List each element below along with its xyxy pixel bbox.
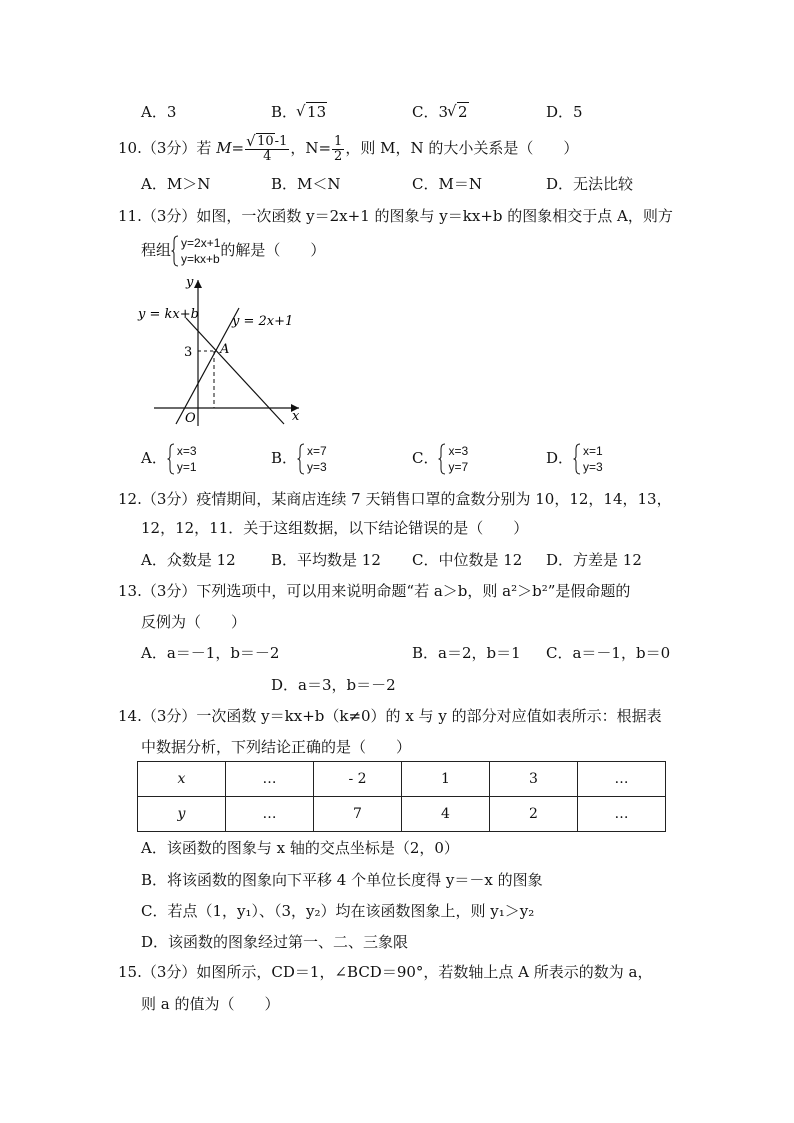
q9-c-radicand: 2 (458, 103, 468, 121)
table-row (138, 797, 666, 832)
q10-n-fraction (332, 135, 344, 164)
q10-option-d: D．无法比较 (546, 175, 634, 193)
q10-prefix: 10.（3分）若 (118, 139, 212, 157)
table-cell: 3 (490, 762, 578, 797)
brace-icon (297, 443, 305, 475)
q10-suffix: ，则 M，N 的大小关系是（ ） (345, 139, 579, 157)
q10-n-label: ，N= (290, 139, 332, 157)
q10-m-den: 4 (263, 148, 272, 164)
q14-line2: 中数据分析，下列结论正确的是（ ） (141, 738, 412, 756)
table-cell: y (138, 797, 226, 832)
brace-icon (167, 443, 175, 475)
y-axis-arrow-icon (194, 280, 202, 288)
q11-option-b-system (297, 443, 327, 475)
q10-m-num-tail: -1 (274, 133, 288, 149)
q12-line1: 12.（3分）疫情期间，某商店连续 7 天销售口罩的盒数分别为 10，12，14，13， (118, 490, 672, 508)
q12-line2: 12，12，11．关于这组数据，以下结论错误的是（ ） (141, 519, 529, 537)
q11-line2-prefix: 程组 (141, 241, 172, 259)
q11-equation-system (171, 235, 220, 267)
label-point-a: A (220, 342, 230, 357)
q11-c-eq2: y=7 (448, 460, 469, 474)
q11-b-eq2: y=3 (307, 460, 327, 474)
label-origin: O (185, 411, 196, 426)
q13-option-b: B．a＝2，b＝1 (412, 644, 521, 662)
q11-a-eq2: y=1 (176, 460, 197, 474)
table-cell: 2 (490, 797, 578, 832)
q11-line2-suffix: 的解是（ ） (220, 241, 326, 259)
table-cell: … (578, 762, 666, 797)
q11-option-d-system (573, 443, 603, 475)
q11-option-a (141, 440, 197, 476)
q11-option-d-letter: D． (546, 449, 574, 467)
q11-b-eq1: x=7 (307, 444, 327, 458)
q12-option-c: C．中位数是 12 (412, 551, 523, 569)
label-kx: y = kx+b (138, 307, 199, 322)
q11-option-c (412, 440, 468, 476)
q11-sys-eq1: y=2x+1 (181, 236, 221, 250)
q13-line2: 反例为（ ） (141, 613, 247, 631)
table-cell: 1 (402, 762, 490, 797)
q11-option-a-system (167, 443, 197, 475)
brace-icon (438, 443, 446, 475)
q13-line1: 13.（3分）下列选项中，可以用来说明命题“若 a＞b，则 a²＞b²”是假命题的 (118, 582, 631, 600)
q11-d-eq1: x=1 (583, 444, 603, 458)
q11-line1: 11.（3分）如图，一次函数 y＝2x+1 的图象与 y＝kx+b 的图象相交于点 A，则方 (118, 207, 673, 225)
q11-d-eq2: y=3 (583, 460, 603, 474)
q11-sys-eq2: y=kx+b (181, 252, 220, 266)
q11-a-eq1: x=3 (176, 444, 197, 458)
q15-line2: 则 a 的值为（ ） (141, 995, 280, 1013)
q15-line1: 15.（3分）如图所示，CD＝1，∠BCD＝90°，若数轴上点 A 所表示的数为 a， (118, 963, 653, 981)
q11-option-b (271, 440, 327, 476)
q11-option-d (546, 440, 603, 476)
label-y: y (186, 276, 194, 290)
table-cell: 7 (314, 797, 402, 832)
q13-option-c: C．a＝－1，b＝0 (546, 644, 671, 662)
q9-option-c (412, 102, 469, 122)
table-cell: 4 (402, 797, 490, 832)
q9-b-radicand: 13 (307, 103, 327, 121)
q11-graph (134, 276, 314, 436)
brace-icon (573, 443, 581, 475)
q11-c-eq1: x=3 (448, 444, 469, 458)
label-2x: y = 2x+1 (232, 314, 294, 329)
q11-line2 (141, 233, 325, 267)
table-cell: - 2 (314, 762, 402, 797)
q11-option-c-letter: C． (412, 449, 439, 467)
q9-option-d: D．5 (546, 103, 583, 121)
q14-option-d: D．该函数的图象经过第一、二、三象限 (141, 933, 409, 951)
q10-m-fraction (245, 135, 289, 164)
q10-n-num: 1 (334, 133, 343, 149)
q11-option-c-system (438, 443, 468, 475)
q13-option-a: A．a＝－1，b＝－2 (141, 644, 280, 662)
table-cell: … (226, 797, 314, 832)
sqrt-symbol (247, 135, 275, 149)
q14-line1: 14.（3分）一次函数 y＝kx+b（k≠0）的 x 与 y 的部分对应值如表所示：根据表 (118, 707, 662, 725)
q14-value-table (137, 761, 666, 832)
q10-option-b: B．M＜N (271, 175, 341, 193)
q9-option-b-letter: B． (271, 103, 298, 121)
q11-option-a-letter: A． (141, 449, 167, 467)
line-2x-plus-1 (176, 308, 239, 424)
label-x: x (292, 409, 300, 424)
q10-option-a: A．M＞N (141, 175, 211, 193)
table-cell: … (578, 797, 666, 832)
q14-option-a: A．该函数的图象与 x 轴的交点坐标是（2，0） (141, 839, 459, 857)
q14-option-b: B．将该函数的图象向下平移 4 个单位长度得 y＝－x 的图象 (141, 871, 543, 889)
q10-option-c: C．M＝N (412, 175, 482, 193)
q12-option-b: B．平均数是 12 (271, 551, 381, 569)
table-row (138, 762, 666, 797)
q10-n-den: 2 (334, 148, 343, 164)
q11-option-b-letter: B． (271, 449, 298, 467)
q12-option-d: D．方差是 12 (546, 551, 642, 569)
brace-icon (171, 235, 179, 267)
q10-m-radicand: 10 (257, 133, 274, 149)
q10-m-label: M= (216, 139, 245, 157)
sqrt-symbol (297, 102, 327, 122)
table-cell: … (226, 762, 314, 797)
q13-option-d: D．a＝3，b＝－2 (271, 676, 396, 694)
label-three: 3 (184, 345, 193, 360)
sqrt-symbol (448, 102, 469, 122)
table-cell: x (138, 762, 226, 797)
q9-option-b (271, 102, 327, 122)
q14-option-c: C．若点（1，y₁）、（3，y₂）均在该函数图象上，则 y₁＞y₂ (141, 902, 535, 920)
q9-option-c-letter: C．3 (412, 103, 449, 121)
q10-stem (118, 134, 578, 164)
q12-option-a: A．众数是 12 (141, 551, 236, 569)
q9-option-a: A．3 (141, 103, 177, 121)
